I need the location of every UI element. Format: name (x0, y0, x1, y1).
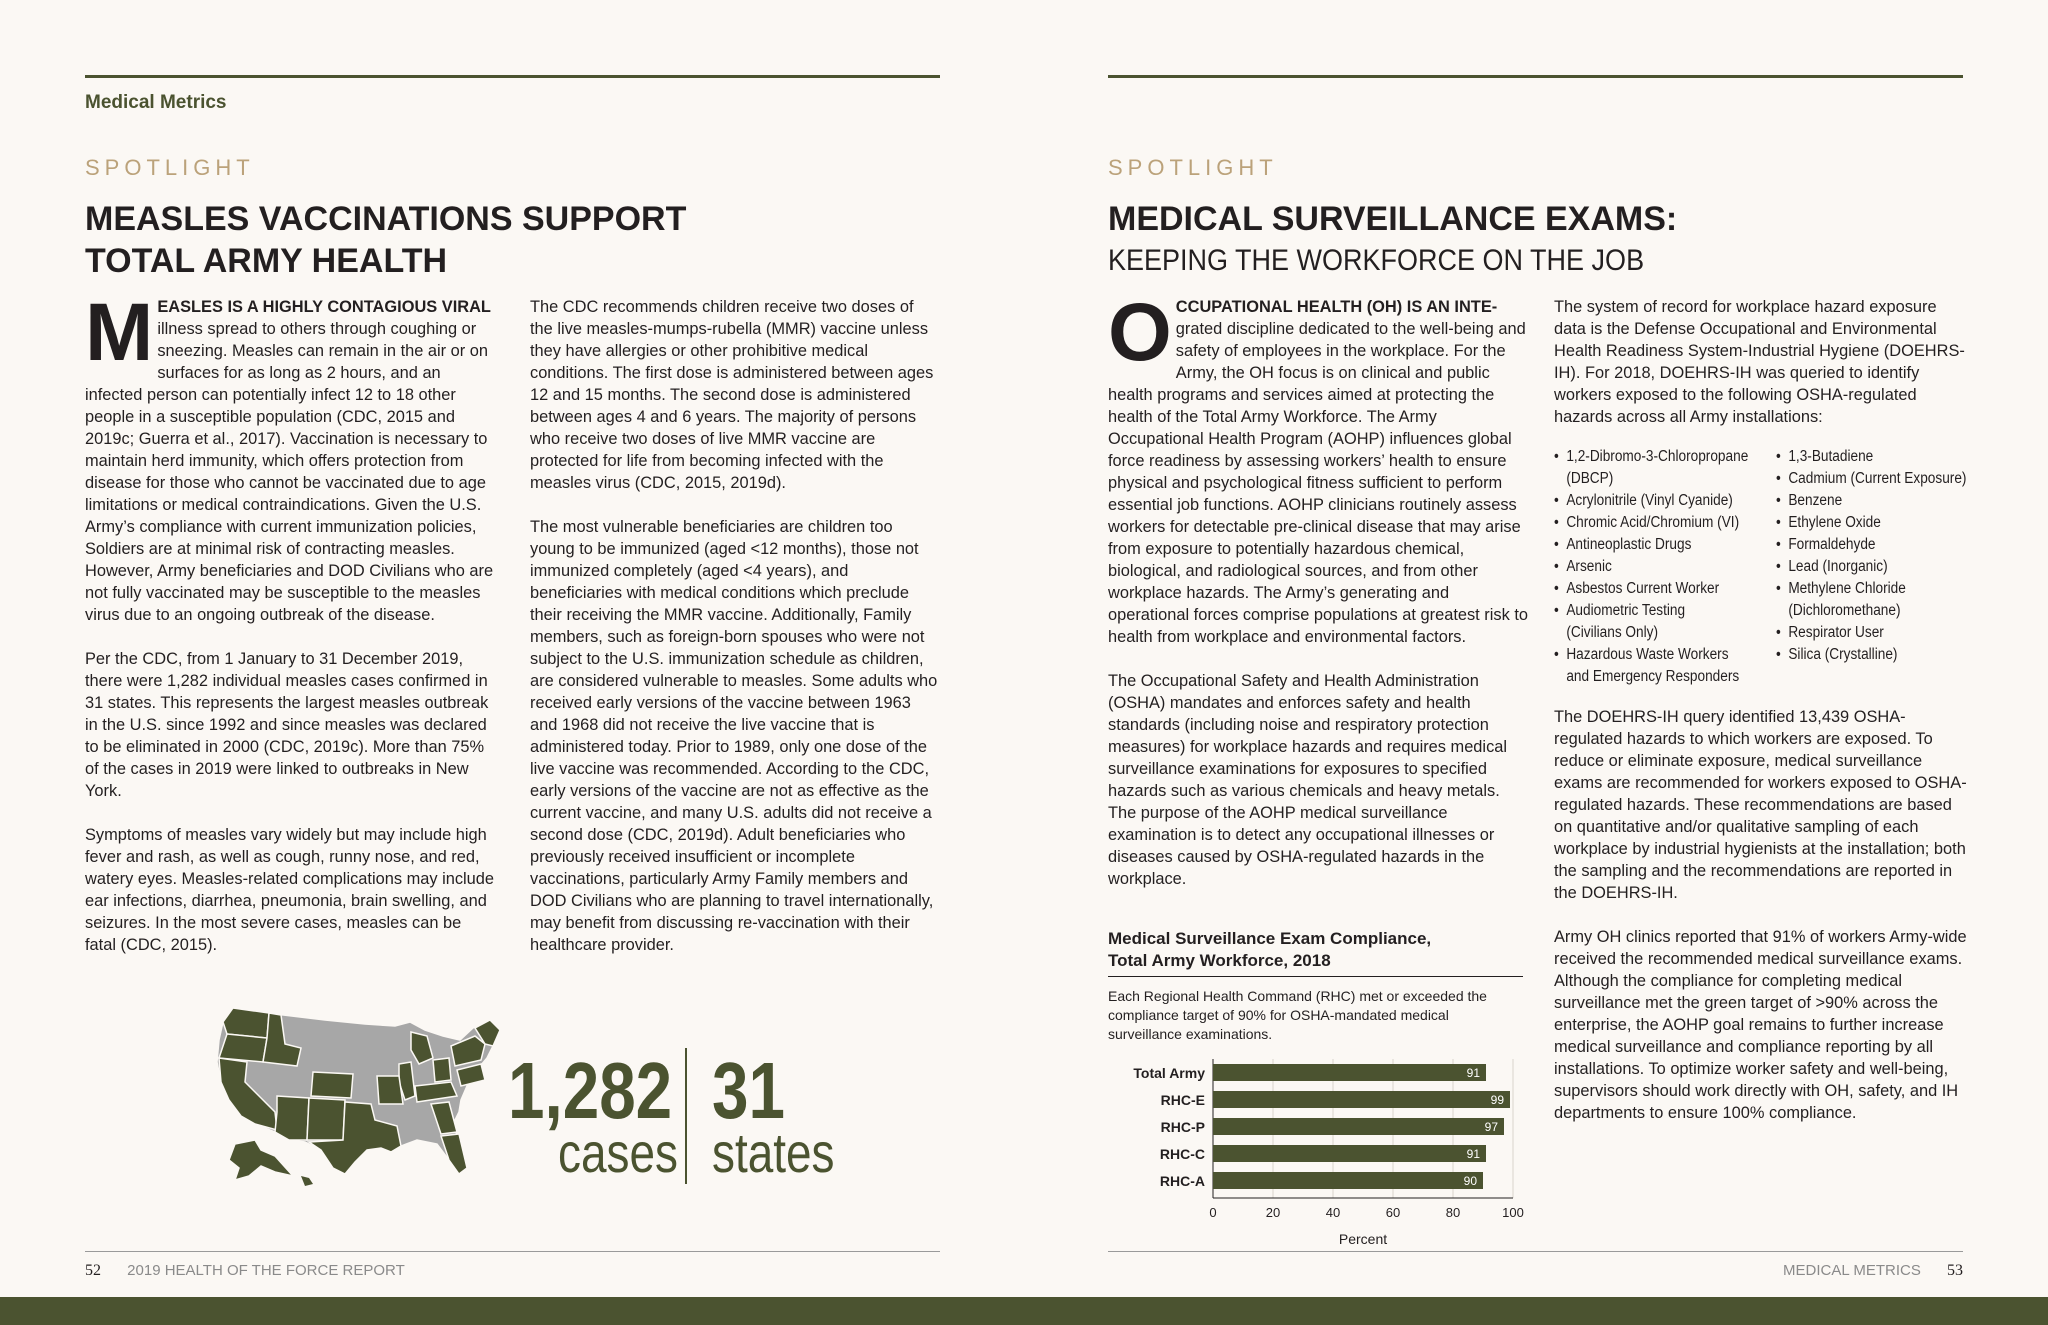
hazard-item: • Respirator User (1776, 622, 1943, 644)
compliance-bar-chart (1108, 1055, 1528, 1245)
state-ohio (433, 1058, 451, 1082)
state-missouri (377, 1076, 403, 1104)
chart-title-rule (1108, 976, 1523, 977)
right-leadin: CCUPATIONAL HEALTH (OH) IS AN INTE- (1175, 298, 1498, 316)
hazard-item: • Lead (Inorganic) (1776, 556, 1943, 578)
x-tick-label: 40 (1325, 1205, 1341, 1220)
state-alaska (229, 1140, 293, 1180)
chart-title-line1: Medical Surveillance Exam Compliance, (1108, 929, 1432, 948)
stat-divider (685, 1048, 687, 1184)
state-arizona (275, 1096, 309, 1140)
left-title (85, 198, 686, 282)
right-bottom-rule (1108, 1251, 1963, 1252)
hazard-item: • Arsenic (1554, 556, 1749, 578)
hazard-item: • Silica (Crystalline) (1776, 644, 1943, 666)
right-top-rule (1108, 75, 1963, 78)
left-col1-p2: Per the CDC, from 1 January to 31 December 2019, there were 1,282 individual measles cases confirmed in 31 states. This represents the largest measles outbreak in the U.S. since 1992 and since measles was declared to be eliminated in 2000 (CDC, 2019c). More than 75% of the cases in 2019 were linked to outbreaks in New York. (85, 650, 489, 800)
left-col2-p2: The most vulnerable beneficiaries are children too young to be immunized (aged <12 months), those not immunized completely (aged <4 years), and beneficiaries with medical conditions which preclude their receiving the MMR vaccine. Additionally, Family members, such as foreign-born spouses who were not subject to the U.S. immunization schedule as children, are considered vulnerable to measles. Some adults who received early versions of the vaccine between 1963 and 1968 did not receive the live vaccine that is administered today. Prior to 1989, only one dose of the live vaccine was recommended. According to the CDC, early versions of the vaccine are not as effective as the current vaccine, and many U.S. adults did not receive a second dose (CDC, 2019d). Adult beneficiaries who previously received insufficient or incomplete vaccinations, particularly Army Family members and DOD Civilians who are planning to travel internationally, may benefit from discussing re-vaccination with their healthcare provider. (530, 518, 938, 954)
bar (1213, 1064, 1486, 1081)
left-page-number: 52 (85, 1262, 101, 1279)
state-colorado (311, 1072, 353, 1098)
state-oregon (219, 1034, 267, 1062)
hazard-item: (Civilians Only) (1566, 624, 1659, 641)
bar (1213, 1145, 1486, 1162)
right-footer (1783, 1262, 1963, 1280)
left-bottom-rule (85, 1251, 940, 1252)
right-col1-p1: grated discipline dedicated to the well-being and safety of employees in the workplace. For the Army, the OH focus is on clinical and public health programs and services aimed at protecting the health of the Total Army Workforce. The Army Occupational Health Program (AOHP) influences global force readiness by assessing workers’ health to ensure physical and psychological fitness sufficient to perform essential job functions. AOHP clinicians routinely assess workers for detectable pre-clinical disease that may arise from exposure to potentially hazardous chemical, biological, and radiological sources, and from other workplace hazards. The Army’s generating and operational forces comprise populations at greatest risk to health from workplace and environmental factors. (1108, 320, 1529, 646)
right-title: MEDICAL SURVEILLANCE EXAMS: (1108, 200, 1678, 238)
right-col2-p3: Army OH clinics reported that 91% of workers Army-wide received the recommended medical surveillance exams. Although the compliance for completing medical surveillance met the green target of >90% across the enterprise, the AOHP goal remains to further increase medical surveillance and compliance reporting by all installations. To optimize worker safety and well-being, supervisors should work directly with OH, safety, and IH departments to ensure 100% compliance. (1554, 928, 1967, 1122)
hazard-item: • 1,2-Dibromo-3-Chloropropane (1554, 446, 1749, 468)
left-spotlight-label: SPOTLIGHT (85, 155, 255, 180)
bar (1213, 1118, 1504, 1135)
category-label: RHC-E (1160, 1092, 1205, 1108)
state-newmexico (307, 1098, 345, 1140)
hazard-list-right (1776, 446, 1966, 688)
stat-states-number: 31 (712, 1046, 785, 1135)
bar (1213, 1091, 1510, 1108)
left-title-line2: TOTAL ARMY HEALTH (85, 242, 448, 280)
data-label: 90 (1463, 1174, 1477, 1188)
category-label: Total Army (1133, 1065, 1205, 1081)
stat-states-label: states (712, 1121, 835, 1184)
hazard-item: • Hazardous Waste Workers (1554, 644, 1749, 666)
section-tag: Medical Metrics (85, 92, 227, 113)
state-hawaii (301, 1176, 313, 1186)
stat-cases-number: 1,282 (508, 1046, 673, 1135)
left-title-line1: MEASLES VACCINATIONS SUPPORT (85, 200, 687, 238)
left-column-2 (530, 296, 940, 978)
left-column-1 (85, 287, 495, 978)
hazard-item: • Cadmium (Current Exposure) (1776, 468, 1943, 490)
right-col2-p1: The system of record for workplace hazard exposure data is the Defense Occupational and Environmental Health Readiness System-Industrial Hygiene (DOEHRS-IH). For 2018, DOEHRS-IH was queried to identify workers exposed to the following OSHA-regulated hazards across all Army installations: (1554, 298, 1965, 426)
data-label: 99 (1490, 1093, 1504, 1107)
x-tick-label: 80 (1445, 1205, 1461, 1220)
us-measles-map (205, 1000, 525, 1190)
stat-cases (508, 1046, 708, 1184)
hazard-item: • Methylene Chloride (1776, 578, 1943, 600)
x-tick-label: 100 (1502, 1205, 1524, 1220)
x-tick-label: 20 (1265, 1205, 1281, 1220)
right-footer-text: MEDICAL METRICS (1783, 1262, 1921, 1279)
left-leadin: EASLES IS A HIGHLY CONTAGIOUS VIRAL (157, 298, 491, 316)
hazard-item: (Dichloromethane) (1788, 602, 1901, 619)
right-spotlight-label: SPOTLIGHT (1108, 155, 1278, 180)
hazard-item: • Chromic Acid/Chromium (VI) (1554, 512, 1749, 534)
category-label: RHC-C (1159, 1146, 1205, 1162)
right-column-1 (1108, 287, 1529, 912)
hazard-item: • Audiometric Testing (1554, 600, 1749, 622)
category-label: RHC-P (1160, 1119, 1205, 1135)
stat-cases-label: cases (558, 1121, 678, 1184)
bottom-color-band (0, 1297, 2048, 1325)
right-column-2 (1554, 296, 1969, 1146)
right-col1-p2: The Occupational Safety and Health Administration (OSHA) mandates and enforces safety and health standards (including noise and respiratory protection measures) for workplace hazards and requires medical surveillance examinations for exposures to specified hazards such as various chemicals and heavy metals. The purpose of the AOHP medical surveillance examination is to detect any occupational illnesses or diseases caused by OSHA-regulated hazards in the workplace. (1108, 672, 1508, 888)
data-label: 91 (1466, 1066, 1480, 1080)
right-col2-p2: The DOEHRS-IH query identified 13,439 OSHA-regulated hazards to which workers are exposed. To reduce or eliminate exposure, medical surveillance exams are recommended for workers exposed to OSHA-regulated hazards. These recommendations are based on quantitative and/or qualitative sampling of each workplace by industrial hygienists at the installation; both the sampling and the recommendations are reported in the DOEHRS-IH. (1554, 708, 1967, 902)
stat-states (712, 1046, 861, 1184)
hazard-item: and Emergency Responders (1566, 668, 1740, 685)
data-label: 91 (1466, 1147, 1480, 1161)
left-col1-p3: Symptoms of measles vary widely but may include high fever and rash, as well as cough, runny nose, and red, watery eyes. Measles-related complications may include ear infections, diarrhea, pneumonia, brain swelling, and seizures. In the most severe cases, measles can be fatal (CDC, 2015). (85, 826, 495, 954)
hazard-item: • Acrylonitrile (Vinyl Cyanide) (1554, 490, 1749, 512)
x-axis-label: Percent (1338, 1231, 1388, 1245)
left-dropcap: M (85, 287, 154, 378)
left-top-rule (85, 75, 940, 78)
left-col2-p1: The CDC recommends children receive two doses of the live measles-mumps-rubella (MMR) vaccine unless they have allergies or other prohibitive medical conditions. The first dose is administered between ages 12 and 15 months. The second dose is administered between ages 4 and 6 years. The majority of persons who receive two doses of live MMR vaccine are protected for life from becoming infected with the measles virus (CDC, 2015, 2019d). (530, 298, 934, 492)
hazard-item: • 1,3-Butadiene (1776, 446, 1943, 468)
hazard-item: • Benzene (1776, 490, 1943, 512)
left-col1-p1: illness spread to others through coughing or sneezing. Measles can remain in the air or on surfaces for as long as 2 hours, and an infected person can potentially infect 12 to 18 other people in a susceptible population (CDC, 2015 and 2019c; Guerra et al., 2017). Vaccination is necessary to maintain herd immunity, which offers protection from disease for those who cannot be vaccinated due to age limitations or medical contraindications. Given the U.S. Army’s compliance with current immunization policies, Soldiers are at minimal risk of contracting measles. However, Army beneficiaries and DOD Civilians who are not fully vaccinated may be susceptible to the measles virus due to an ongoing outbreak of the disease. (85, 320, 494, 624)
right-page-number: 53 (1947, 1262, 1963, 1279)
left-footer-text: 2019 HEALTH OF THE FORCE REPORT (127, 1262, 405, 1279)
hazard-lists (1554, 446, 1969, 688)
state-washington (223, 1008, 269, 1038)
hazard-item: • Antineoplastic Drugs (1554, 534, 1749, 556)
data-label: 97 (1484, 1120, 1498, 1134)
hazard-item: • Asbestos Current Worker (1554, 578, 1749, 600)
bar (1213, 1172, 1483, 1189)
category-label: RHC-A (1159, 1173, 1205, 1189)
hazard-list-left (1554, 446, 1776, 688)
left-footer (85, 1262, 405, 1280)
hazard-item: • Formaldehyde (1776, 534, 1943, 556)
x-tick-label: 60 (1385, 1205, 1401, 1220)
compliance-chart-block (1108, 928, 1523, 1044)
chart-subtitle: Each Regional Health Command (RHC) met or exceeded the compliance target of 90% for OSHA-mandated medical surveillance examinations. (1108, 988, 1487, 1042)
right-subtitle: KEEPING THE WORKFORCE ON THE JOB (1108, 244, 1645, 277)
chart-title-line2: Total Army Workforce, 2018 (1108, 951, 1331, 970)
right-dropcap: O (1108, 287, 1172, 378)
x-tick-label: 0 (1209, 1205, 1217, 1220)
hazard-item: • Ethylene Oxide (1776, 512, 1943, 534)
hazard-item: (DBCP) (1566, 470, 1614, 487)
